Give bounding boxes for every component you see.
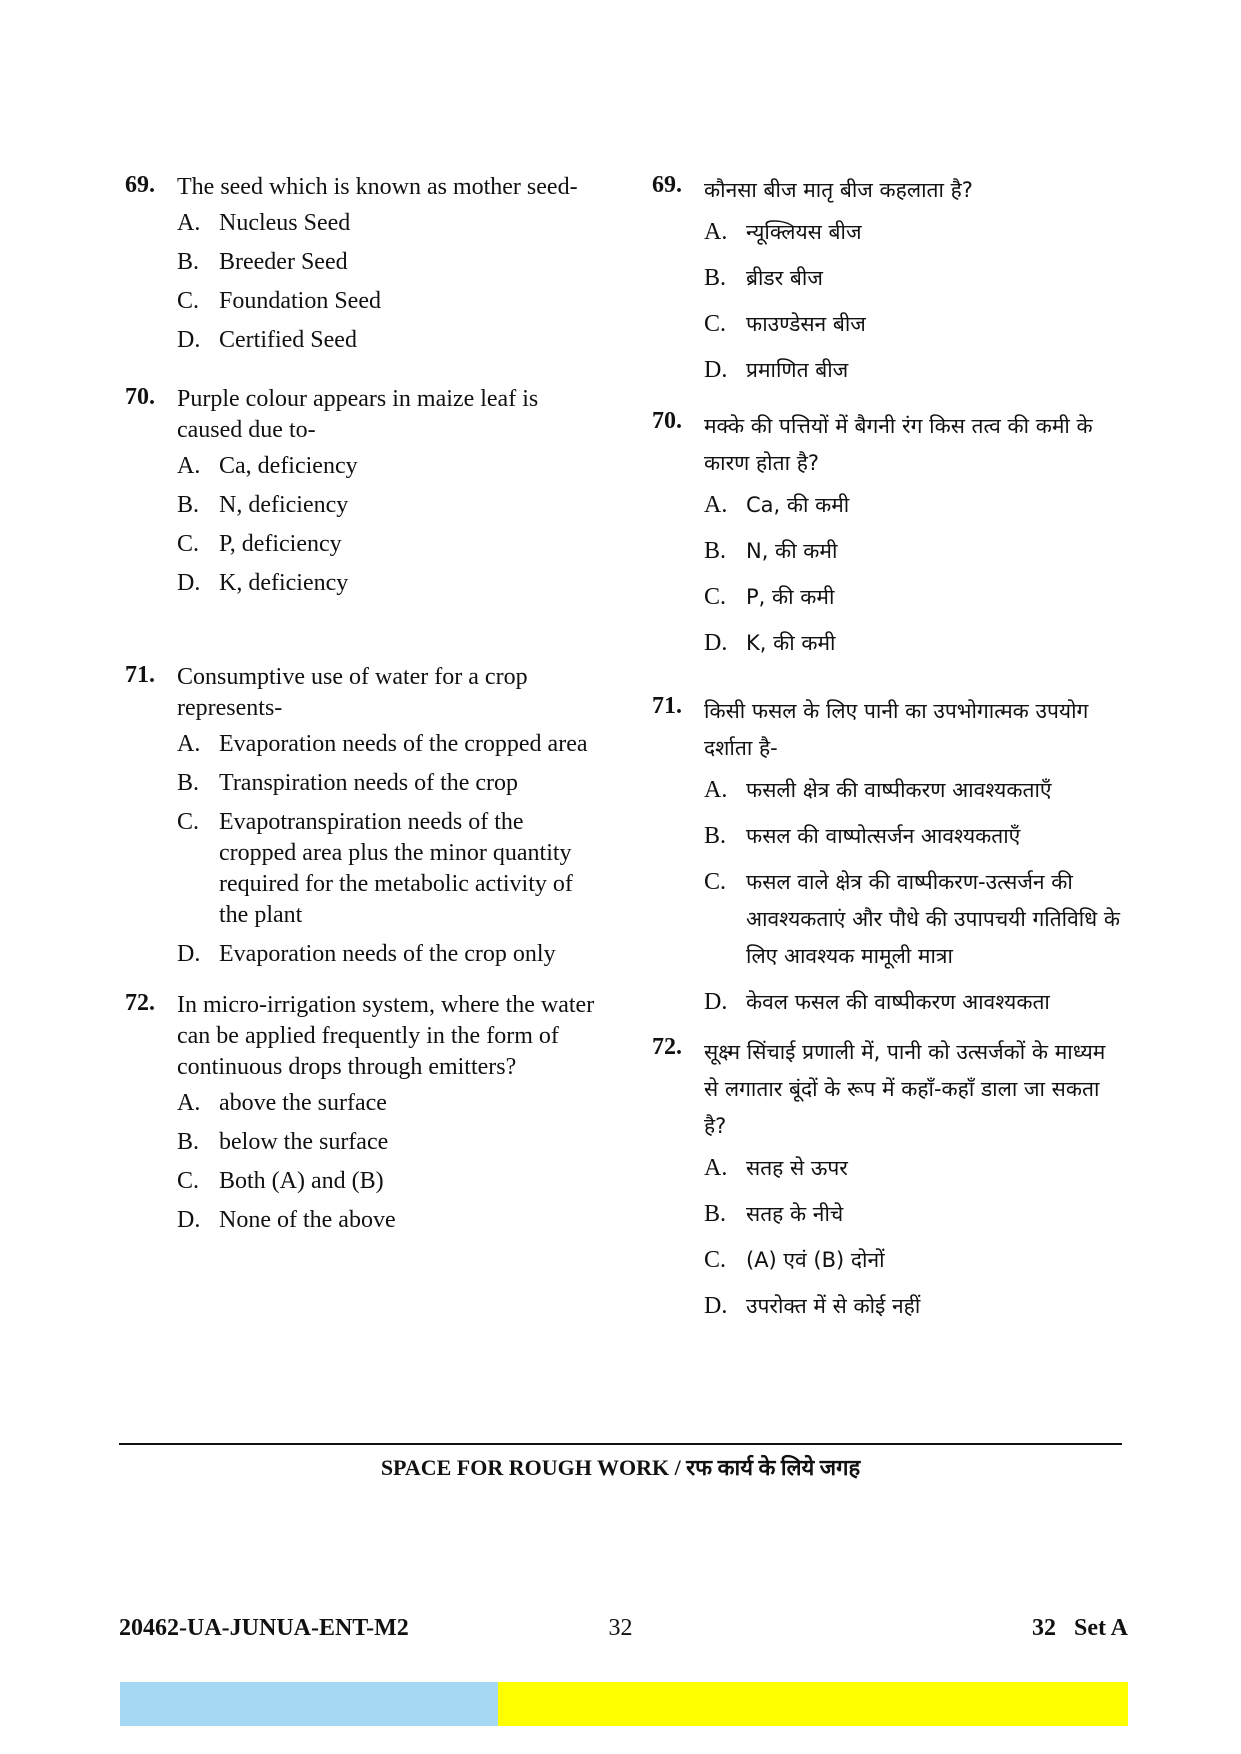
option-text: Ca, की कमी xyxy=(746,493,850,517)
option-a xyxy=(177,451,605,482)
option-a xyxy=(704,214,1122,251)
option-d xyxy=(704,984,1122,1021)
option-a xyxy=(177,729,605,760)
question-70-hi xyxy=(652,408,1122,671)
option-b xyxy=(177,768,605,799)
option-text: फसल वाले क्षेत्र की वाष्पीकरण-उत्सर्जन की आवश्यकताएं और पौधे की उपापचयी गतिविधि के लिए आवश्यक मामूली मात्रा xyxy=(746,870,1120,968)
option-text: Evaporation needs of the crop only xyxy=(219,941,556,967)
option-letter: B. xyxy=(177,249,200,275)
question-number: 69. xyxy=(652,172,682,198)
option-letter: B. xyxy=(177,492,200,518)
option-text: सतह से ऊपर xyxy=(746,1156,848,1180)
option-letter: D. xyxy=(704,630,728,656)
option-a xyxy=(177,1088,605,1119)
option-letter: D. xyxy=(177,327,201,353)
option-d xyxy=(177,568,605,599)
option-text: K, की कमी xyxy=(746,631,836,655)
option-text: (A) एवं (B) दोनों xyxy=(746,1248,885,1272)
option-b xyxy=(177,490,605,521)
option-letter: A. xyxy=(177,453,201,479)
option-letter: A. xyxy=(177,731,201,757)
option-text: N, deficiency xyxy=(219,492,349,518)
option-c xyxy=(177,1166,605,1197)
divider-rule xyxy=(119,1443,1122,1445)
option-b xyxy=(704,260,1122,297)
option-text: Certified Seed xyxy=(219,327,357,353)
option-text: उपरोक्त में से कोई नहीं xyxy=(746,1294,921,1318)
option-letter: A. xyxy=(704,219,728,245)
question-text: किसी फसल के लिए पानी का उपभोगात्मक उपयोग दर्शाता है- xyxy=(704,699,1089,760)
option-letter: D. xyxy=(704,357,728,383)
option-a xyxy=(704,487,1122,524)
option-letter: C. xyxy=(704,584,727,610)
option-text: Both (A) and (B) xyxy=(219,1168,384,1194)
option-letter: D. xyxy=(704,1293,728,1319)
option-a xyxy=(704,772,1122,809)
option-text: प्रमाणित बीज xyxy=(746,358,849,382)
option-a xyxy=(177,208,605,239)
option-c xyxy=(704,306,1122,343)
option-letter: B. xyxy=(704,823,727,849)
option-text: न्यूक्लियस बीज xyxy=(746,220,862,244)
question-text: The seed which is known as mother seed- xyxy=(177,174,578,200)
option-letter: C. xyxy=(177,1168,200,1194)
option-letter: B. xyxy=(704,1201,727,1227)
option-d xyxy=(177,939,605,970)
paper-code: 20462-UA-JUNUA-ENT-M2 xyxy=(119,1615,409,1641)
option-d xyxy=(177,325,605,356)
option-text: सतह के नीचे xyxy=(746,1202,844,1226)
option-text: Ca, deficiency xyxy=(219,453,358,479)
option-text: Nucleus Seed xyxy=(219,210,351,236)
question-number: 72. xyxy=(125,990,155,1016)
option-b xyxy=(704,533,1122,570)
question-number: 71. xyxy=(652,693,682,719)
option-letter: D. xyxy=(177,941,201,967)
question-69-en xyxy=(125,172,605,364)
option-a xyxy=(704,1150,1122,1187)
hindi-column xyxy=(652,172,1122,1334)
option-text: केवल फसल की वाष्पीकरण आवश्यकता xyxy=(746,990,1050,1014)
option-letter: D. xyxy=(177,570,201,596)
set-label: 32 Set A xyxy=(1032,1615,1128,1641)
question-number: 70. xyxy=(652,408,682,434)
option-text: below the surface xyxy=(219,1129,389,1155)
question-text: मक्के की पत्तियों में बैगनी रंग किस तत्व की कमी के कारण होता है? xyxy=(704,414,1093,475)
option-c xyxy=(704,579,1122,616)
option-letter: B. xyxy=(177,770,200,796)
question-text: Purple colour appears in maize leaf is caused due to- xyxy=(177,386,539,443)
question-text: कौनसा बीज मातृ बीज कहलाता है? xyxy=(704,178,973,202)
option-letter: D. xyxy=(704,989,728,1015)
option-letter: C. xyxy=(704,869,727,895)
option-letter: C. xyxy=(704,1247,727,1273)
question-text: In micro-irrigation system, where the water can be applied frequently in the form of continuous drops through emitters? xyxy=(177,992,595,1080)
option-letter: A. xyxy=(704,777,728,803)
option-c xyxy=(177,529,605,560)
option-letter: A. xyxy=(177,1090,201,1116)
option-text: N, की कमी xyxy=(746,539,838,563)
option-d xyxy=(177,1205,605,1236)
option-c xyxy=(177,807,605,931)
option-letter: A. xyxy=(177,210,201,236)
option-c xyxy=(177,286,605,317)
option-letter: C. xyxy=(177,288,200,314)
option-letter: C. xyxy=(177,531,200,557)
option-letter: C. xyxy=(177,809,200,835)
option-letter: A. xyxy=(704,492,728,518)
footer-color-bar-yellow xyxy=(498,1682,1128,1726)
question-text: Consumptive use of water for a crop represents- xyxy=(177,664,528,721)
option-d xyxy=(704,625,1122,662)
option-text: Transpiration needs of the crop xyxy=(219,770,519,796)
option-text: फसल की वाष्पोत्सर्जन आवश्यकताएँ xyxy=(746,824,1021,848)
question-number: 71. xyxy=(125,662,155,688)
english-column xyxy=(125,172,605,1244)
option-b xyxy=(177,1127,605,1158)
option-text: K, deficiency xyxy=(219,570,349,596)
option-text: ब्रीडर बीज xyxy=(746,266,823,290)
option-letter: B. xyxy=(704,538,727,564)
option-letter: B. xyxy=(704,265,727,291)
option-d xyxy=(704,352,1122,389)
question-72-hi xyxy=(652,1034,1122,1334)
page-number: 32 xyxy=(608,1615,633,1641)
option-text: P, deficiency xyxy=(219,531,342,557)
option-c xyxy=(704,1242,1122,1279)
rough-work-heading: SPACE FOR ROUGH WORK / रफ कार्य के लिये जगह xyxy=(380,1455,861,1480)
option-text: Evapotranspiration needs of the cropped area plus the minor quantity required for the metabolic activity of the plant xyxy=(219,809,573,928)
question-71-hi xyxy=(652,693,1122,1030)
option-text: P, की कमी xyxy=(746,585,835,609)
option-letter: B. xyxy=(177,1129,200,1155)
option-letter: A. xyxy=(704,1155,728,1181)
option-text: फाउण्डेसन बीज xyxy=(746,312,866,336)
question-text: सूक्ष्म सिंचाई प्रणाली में, पानी को उत्सर्जकों के माध्यम से लगातार बूंदों के रूप में कहाँ-कहाँ डाला जा सकता है? xyxy=(704,1040,1106,1138)
question-70-en xyxy=(125,384,605,607)
footer-color-bar-blue xyxy=(120,1682,498,1726)
question-69-hi xyxy=(652,172,1122,398)
option-text: Breeder Seed xyxy=(219,249,348,275)
option-text: above the surface xyxy=(219,1090,387,1116)
question-number: 69. xyxy=(125,172,155,198)
option-text: फसली क्षेत्र की वाष्पीकरण आवश्यकताएँ xyxy=(746,778,1052,802)
option-letter: D. xyxy=(177,1207,201,1233)
question-72-en xyxy=(125,990,605,1244)
question-number: 72. xyxy=(652,1034,682,1060)
question-number: 70. xyxy=(125,384,155,410)
option-text: None of the above xyxy=(219,1207,396,1233)
option-b xyxy=(704,1196,1122,1233)
option-b xyxy=(704,818,1122,855)
question-71-en xyxy=(125,662,605,978)
option-letter: C. xyxy=(704,311,727,337)
option-text: Evaporation needs of the cropped area xyxy=(219,731,588,757)
option-d xyxy=(704,1288,1122,1325)
option-c xyxy=(704,864,1122,975)
option-b xyxy=(177,247,605,278)
option-text: Foundation Seed xyxy=(219,288,381,314)
